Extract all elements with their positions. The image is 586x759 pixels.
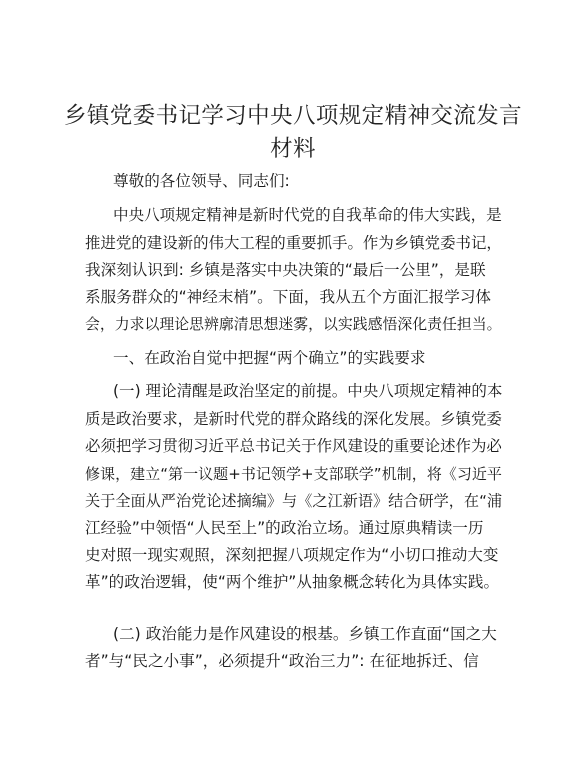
paragraph-line: 史对照一现实观照，深刻把握八项规定作为“小切口推动大变 [85,546,499,564]
paragraph-line: 我深刻认识到: 乡镇是落实中央决策的“最后一公里”，是联 [85,261,486,279]
paragraph-line: 江经验”中领悟“人民至上”的政治立场。通过原典精读一历 [85,519,484,537]
paragraph-line: (二) 政治能力是作风建设的根基。乡镇工作直面“国之大 [113,625,497,643]
paragraph-line: 革”的政治逻辑，使“两个维护”从抽象概念转化为具体实践。 [85,573,500,591]
paragraph-line: 推进党的建设新的伟大工程的重要抓手。作为乡镇党委书记， [85,234,502,252]
paragraph-line: 修课，建立“第一议题+书记领学+支部联学”机制，将《习近平 [85,465,502,483]
document-title [60,100,526,166]
paragraph-line: (一) 理论清醒是政治坚定的前提。中央八项规定精神的本 [113,382,503,400]
paragraph-line: 中央八项规定精神是新时代党的自我革命的伟大实践，是 [113,206,502,224]
paragraph-line: 必须把学习贯彻习近平总书记关于作风建设的重要论述作为必 [85,437,502,455]
title-line-1: 乡镇党委书记学习中央八项规定精神交流发言 [63,103,522,129]
paragraph-line: 质是政治要求，是新时代党的群众路线的深化发展。乡镇党委 [85,410,502,428]
section-heading: 一、在政治自觉中把握“两个确立”的实践要求 [113,349,426,367]
paragraph-line: 系服务群众的“神经末梢”。下面，我从五个方面汇报学习体 [85,288,492,306]
paragraph-line: 会，力求以理论思辨廓清思想迷雾，以实践感悟深化责任担当。 [85,315,502,333]
paragraph-line: 关于全面从严治党论述摘编》与《之江新语》结合研学，在“浦 [85,492,503,510]
title-line-2: 材料 [270,136,316,162]
greeting: 尊敬的各位领导、同志们: [113,172,290,190]
paragraph-line: 者”与“民之小事”，必须提升“政治三力”: 在征地拆迁、信 [85,652,479,670]
